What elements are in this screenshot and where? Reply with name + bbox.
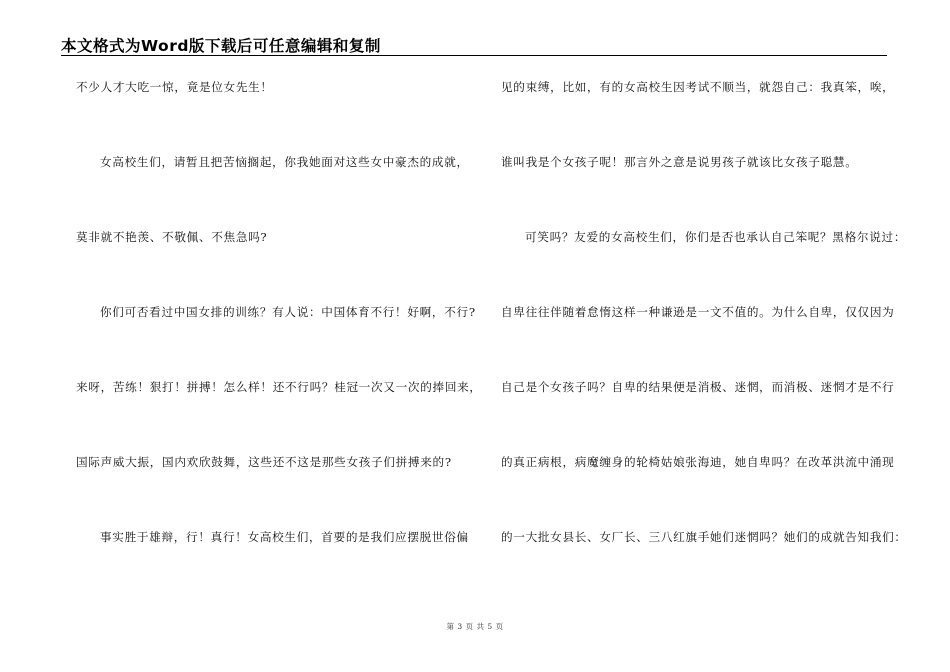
text-line: 自卑往往伴随着怠惰这样一种谦逊是一文不值的。为什么自卑，仅仅因为 — [501, 305, 895, 319]
text-line: 不少人才大吃一惊，竟是位女先生！ — [76, 80, 273, 94]
left-text-column — [76, 62, 482, 587]
header-divider — [61, 55, 887, 56]
text-line: 你们可否看过中国女排的训练？有人说：中国体育不行！好啊，不行? — [100, 305, 476, 319]
text-line: 谁叫我是个女孩子呢！那言外之意是说男孩子就该比女孩子聪慧。 — [501, 155, 858, 169]
text-line: 的真正病根，病魔缠身的轮椅姑娘张海迪，她自卑吗？在改革洪流中涌现 — [501, 455, 895, 469]
text-line: 见的束缚，比如，有的女高校生因考试不顺当，就怨自己：我真笨，唉， — [501, 80, 895, 94]
text-line: 女高校生们，请暂且把苦恼搁起，你我她面对这些女中豪杰的成就， — [100, 155, 469, 169]
text-line: 的一大批女县长、女厂长、三八红旗手她们迷惘吗？她们的成就告知我们： — [501, 530, 907, 544]
text-line: 可笑吗？友爱的女高校生们，你们是否也承认自己笨呢？黑格尔说过： — [525, 230, 907, 244]
text-line: 自己是个女孩子吗？自卑的结果便是消极、迷惘，而消极、迷惘才是不行 — [501, 380, 895, 394]
text-line: 莫非就不艳羡、不敬佩、不焦急吗? — [76, 230, 268, 244]
right-text-column — [501, 62, 907, 587]
text-line: 来呀，苦练！狠打！拼搏！怎么样！还不行吗？桂冠一次又一次的捧回来， — [76, 380, 482, 394]
page-header-title: 本文格式为Word版下载后可任意编辑和复制 — [61, 37, 381, 55]
text-line: 事实胜于雄辩，行！真行！女高校生们，首要的是我们应摆脱世俗偏 — [100, 530, 469, 544]
page-number-footer: 第 3 页 共 5 页 — [446, 622, 504, 631]
text-line: 国际声威大振，国内欢欣鼓舞，这些还不这是那些女孩子们拼搏来的? — [76, 455, 452, 469]
